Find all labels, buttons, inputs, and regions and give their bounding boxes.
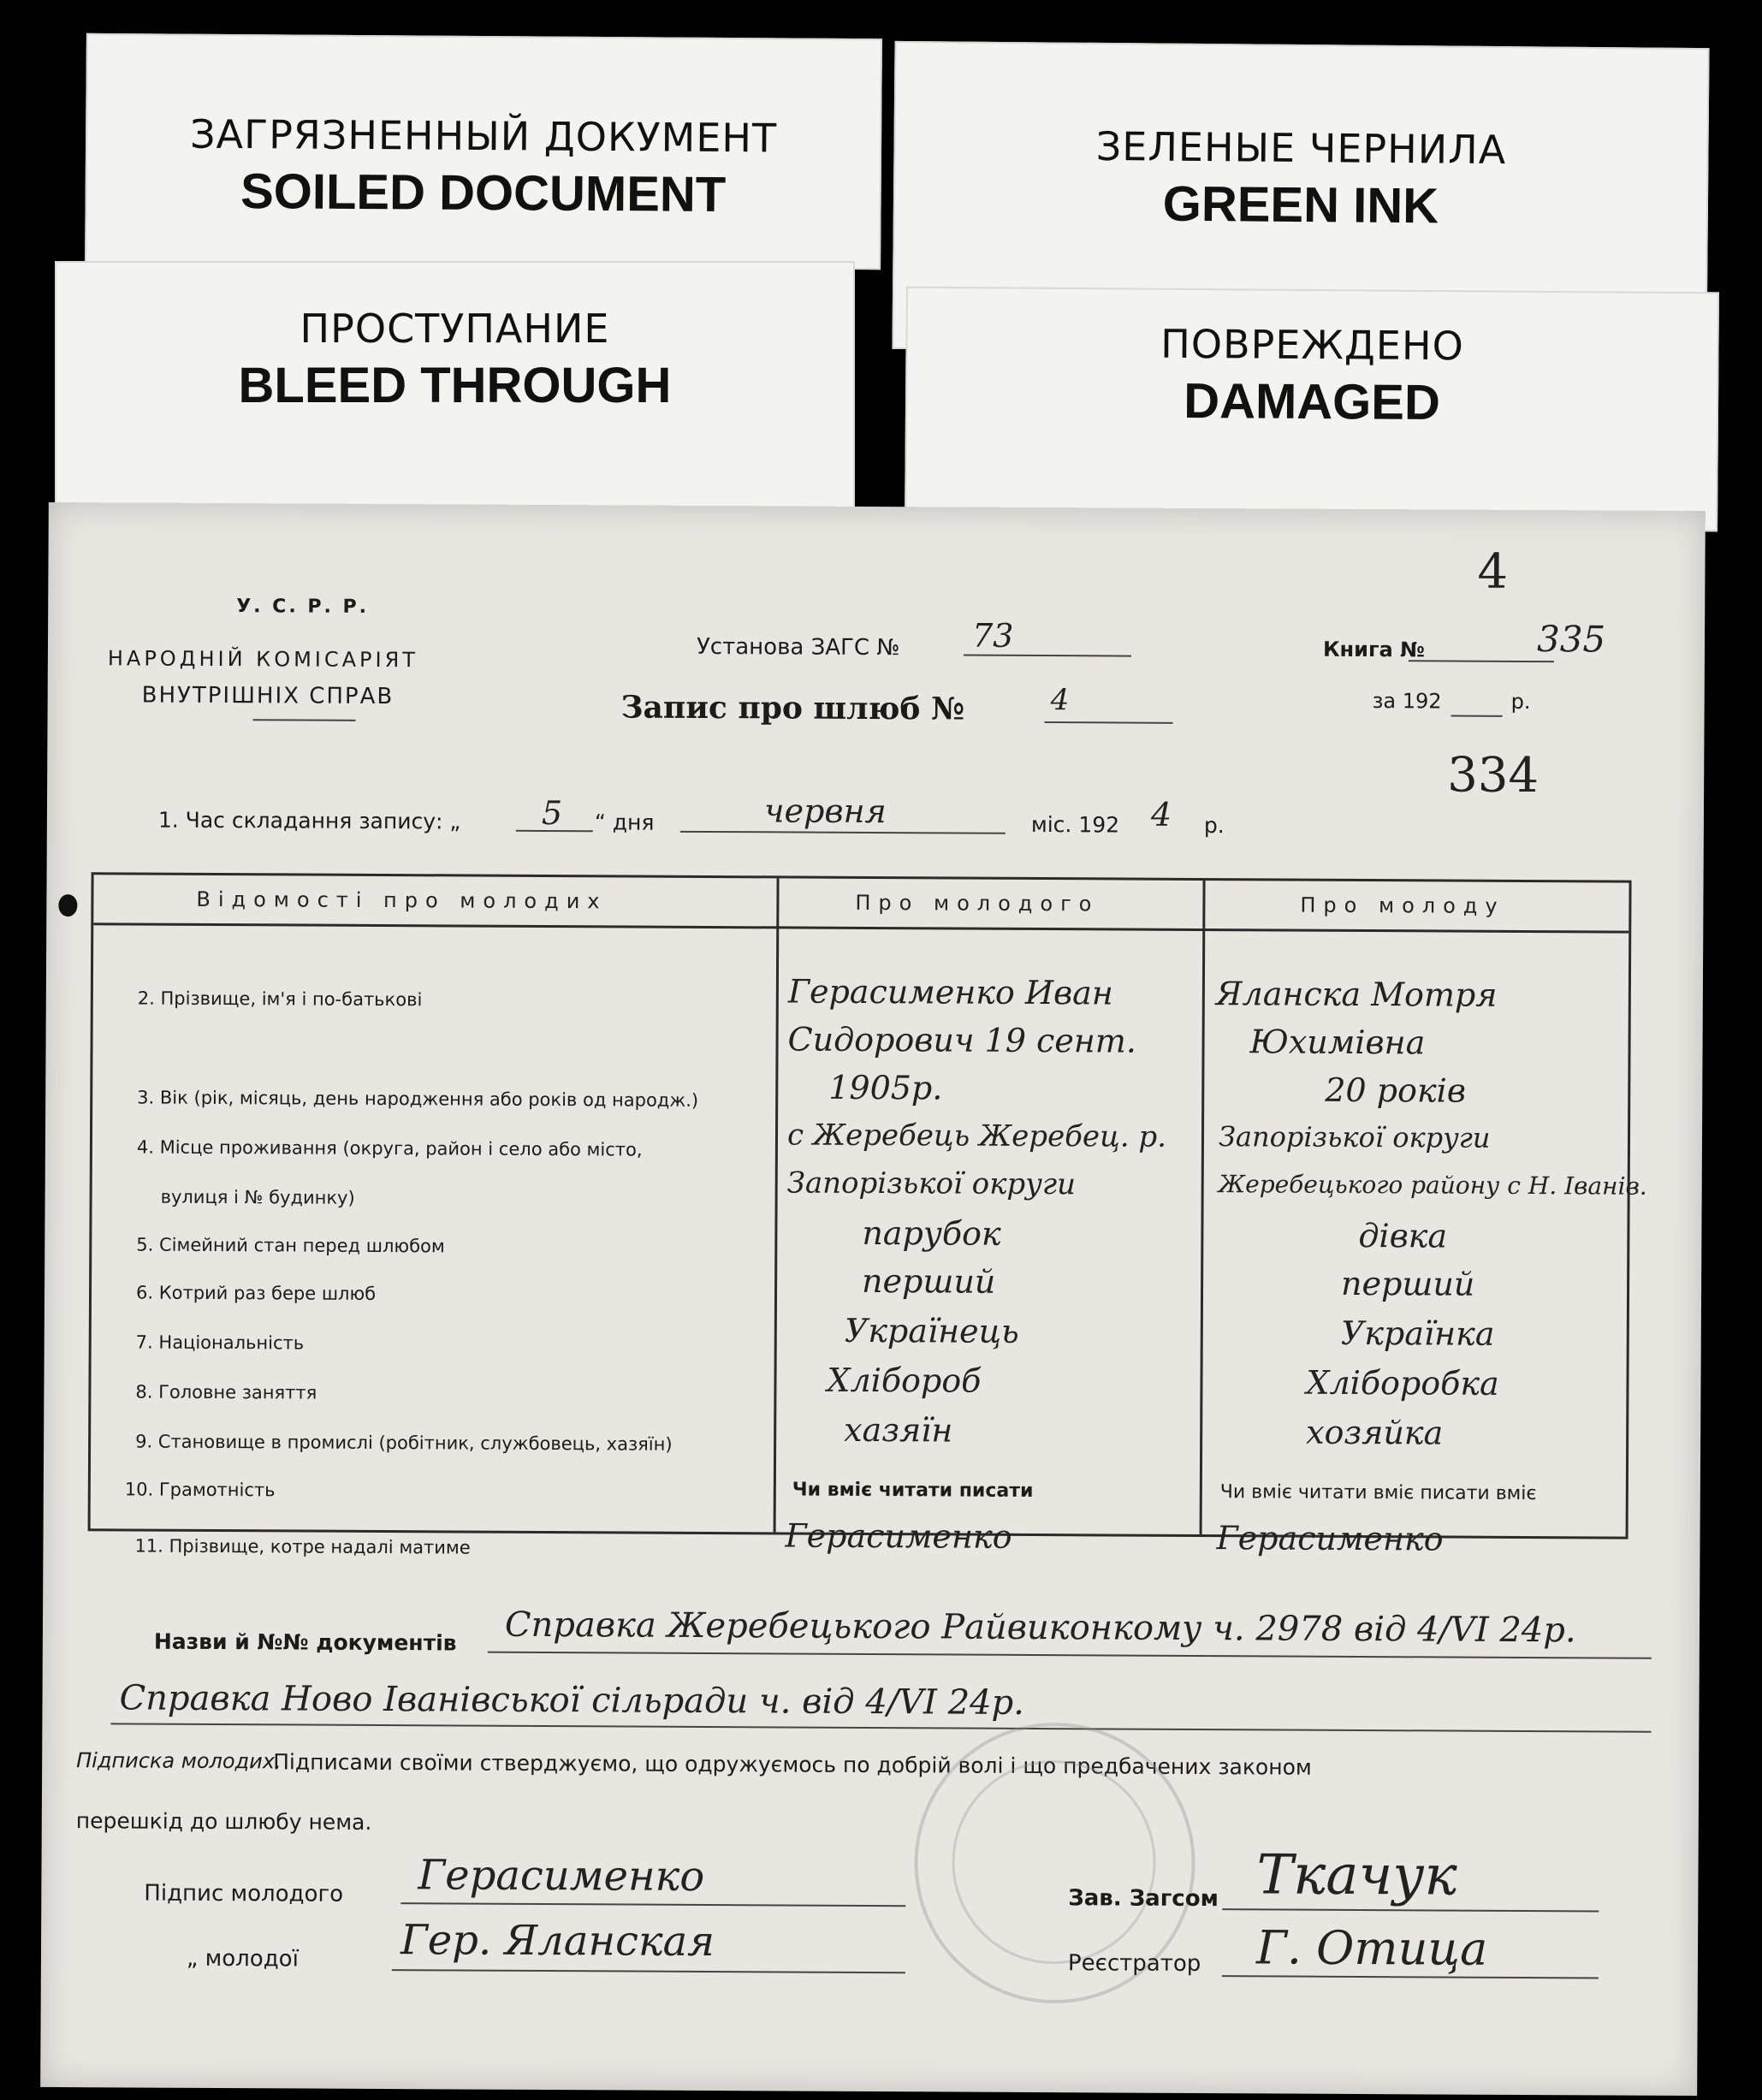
column-divider <box>1200 881 1206 1534</box>
book-number-line <box>1409 660 1554 662</box>
card-green-en: GREEN INK <box>1162 175 1439 234</box>
margin-number: 334 <box>1447 747 1540 804</box>
bride-signature-label: „ молодої <box>186 1945 299 1972</box>
head-label: Зав. Загсом <box>1068 1885 1219 1913</box>
row-label: 10. Грамотність <box>124 1479 276 1501</box>
bride-value: дівка <box>1358 1216 1448 1255</box>
divider <box>253 719 356 721</box>
groom-signature: Герасименко <box>418 1851 705 1901</box>
row-label: вулиця і № будинку) <box>160 1186 355 1208</box>
spouse-info-table <box>88 872 1647 1558</box>
card-soiled-en: SOILED DOCUMENT <box>240 163 727 222</box>
entry-day-line <box>516 830 593 832</box>
groom-value: Герасименко Иван <box>787 972 1113 1012</box>
ministry-line2: ВНУТРІШНІХ СПРАВ <box>141 682 395 710</box>
entry-day-suffix: “ дня <box>594 810 655 835</box>
declaration-label: Підписка молодих. <box>76 1748 282 1774</box>
book-number: 335 <box>1536 618 1606 661</box>
declaration-text2: перешкід до шлюбу нема. <box>75 1808 372 1835</box>
row-label: 2. Прізвище, ім'я і по-батькові <box>137 988 423 1011</box>
groom-value: Українець <box>844 1311 1019 1350</box>
row-label: 8. Головне заняття <box>135 1381 317 1403</box>
card-damaged-ru: ПОВРЕЖДЕНО <box>1160 320 1464 370</box>
entry-month: червня <box>763 792 887 831</box>
bride-value: хозяйка <box>1306 1413 1444 1452</box>
groom-value: Сидорович 19 сент. <box>787 1020 1137 1060</box>
documents-line1: Справка Жеребецького Райвиконкому ч. 2978 від 4/VI 24р. <box>504 1605 1576 1651</box>
stamp-inner-ring <box>952 1759 1156 1964</box>
year-label: за 192 <box>1372 689 1442 714</box>
bride-value: Жеребецького району с Н. Іванів. <box>1218 1170 1647 1201</box>
record-title: Запис про шлюб № <box>620 689 965 727</box>
row-label: 11. Прізвище, котре надалі матиме <box>134 1535 471 1558</box>
corner-number: 4 <box>1477 543 1509 600</box>
registrar-signature: Г. Отица <box>1255 1920 1488 1976</box>
entry-month-suffix: міс. 192 <box>1030 811 1120 838</box>
col-header-groom: Про молодого <box>855 890 1100 917</box>
zags-number: 73 <box>971 616 1014 655</box>
groom-value: Запорізької округи <box>786 1166 1077 1202</box>
bride-value: Юхимівна <box>1249 1023 1426 1062</box>
zags-label: Установа ЗАГС № <box>696 633 900 661</box>
header-divider <box>93 922 1629 933</box>
documents-label: Назви й №№ документів <box>153 1628 457 1656</box>
bride-signature: Гер. Яланская <box>400 1916 715 1967</box>
bride-value: Українка <box>1340 1314 1495 1353</box>
card-damaged-en: DAMAGED <box>1183 372 1441 431</box>
card-bleed-en: BLEED THROUGH <box>238 358 672 413</box>
row-label: 5. Сімейний стан перед шлюбом <box>136 1234 445 1257</box>
row-label: 7. Національність <box>135 1332 305 1354</box>
groom-value: парубок <box>862 1213 1001 1253</box>
registrar-signature-line <box>1222 1975 1599 1978</box>
record-number-line <box>1045 721 1173 724</box>
groom-value: Герасименко <box>785 1516 1012 1556</box>
column-divider <box>774 878 780 1532</box>
zags-number-line <box>964 655 1131 657</box>
head-signature-line <box>1222 1908 1599 1912</box>
card-soiled-ru: ЗАГРЯЗНЕННЫЙ ДОКУМЕНТ <box>189 110 778 162</box>
year-line <box>1451 715 1503 717</box>
registrar-label: Реєстратор <box>1067 1950 1201 1978</box>
entry-year-digit: 4 <box>1150 795 1172 833</box>
groom-value: с Жеребець Жеребец. р. <box>786 1118 1167 1154</box>
label-card-bleed-through <box>55 261 855 526</box>
bride-signature-line <box>392 1969 905 1973</box>
groom-signature-line <box>400 1902 905 1907</box>
documents-line2: Справка Ново Іванівської сільради ч. від 4/VI 24р. <box>119 1678 1024 1723</box>
bride-value: перший <box>1340 1264 1475 1303</box>
row-label: 6. Котрий раз бере шлюб <box>135 1282 377 1304</box>
groom-value: 1905р. <box>828 1068 943 1107</box>
row-label: 3. Вік (рік, місяць, день народження або років од народж.) <box>137 1087 699 1111</box>
row-label: 4. Місце проживання (округа, район і село або місто, <box>136 1136 643 1160</box>
card-bleed-ru: ПРОСТУПАНИЕ <box>300 306 610 352</box>
punch-hole <box>58 894 77 917</box>
declaration-text1: Підписами своїми стверджуємо, що одружуємось по добрій волі і що предбачених законом <box>273 1749 1312 1780</box>
entry-day: 5 <box>541 793 563 833</box>
bride-value: Хліборобка <box>1306 1363 1499 1403</box>
bride-value: Запорізької округи <box>1218 1120 1491 1154</box>
bride-value: Герасименко <box>1216 1519 1444 1558</box>
card-green-ru: ЗЕЛЕНЫЕ ЧЕРНИЛА <box>1095 122 1507 174</box>
record-number: 4 <box>1050 683 1070 718</box>
year-suffix: р. <box>1510 689 1531 715</box>
marriage-record-form <box>40 502 1706 2096</box>
label-card-damaged <box>905 287 1719 532</box>
bride-literacy: Чи вміє читати вміє писати вміє <box>1219 1481 1537 1505</box>
row-label: 9. Становище в промислі (робітник, службовець, хазяїн) <box>135 1431 673 1455</box>
book-label: Книга № <box>1322 637 1426 662</box>
groom-value: Хлібороб <box>827 1361 982 1400</box>
documents-line2-rule <box>110 1723 1651 1732</box>
head-signature: Ткачук <box>1256 1843 1457 1908</box>
bride-value: 20 років <box>1325 1071 1467 1110</box>
entry-date-label: 1. Час складання запису: „ <box>157 807 461 834</box>
groom-signature-label: Підпис молодого <box>144 1880 344 1907</box>
ussr-heading: У. С. Р. Р. <box>236 596 370 618</box>
groom-literacy: Чи вміє читати писати <box>792 1479 1034 1502</box>
entry-year-suffix: р. <box>1203 813 1225 839</box>
groom-value: хазяїн <box>844 1410 953 1450</box>
label-card-soiled <box>85 33 882 270</box>
ministry-line1: НАРОДНІЙ КОМІСАРІЯТ <box>107 646 419 673</box>
documents-line1-rule <box>488 1652 1652 1659</box>
col-header-info: Відомості про молодих <box>196 887 608 914</box>
entry-month-line <box>680 831 1006 834</box>
bride-value: Яланска Мотря <box>1215 975 1498 1014</box>
groom-value: перший <box>861 1261 996 1301</box>
col-header-bride: Про молоду <box>1300 893 1505 918</box>
